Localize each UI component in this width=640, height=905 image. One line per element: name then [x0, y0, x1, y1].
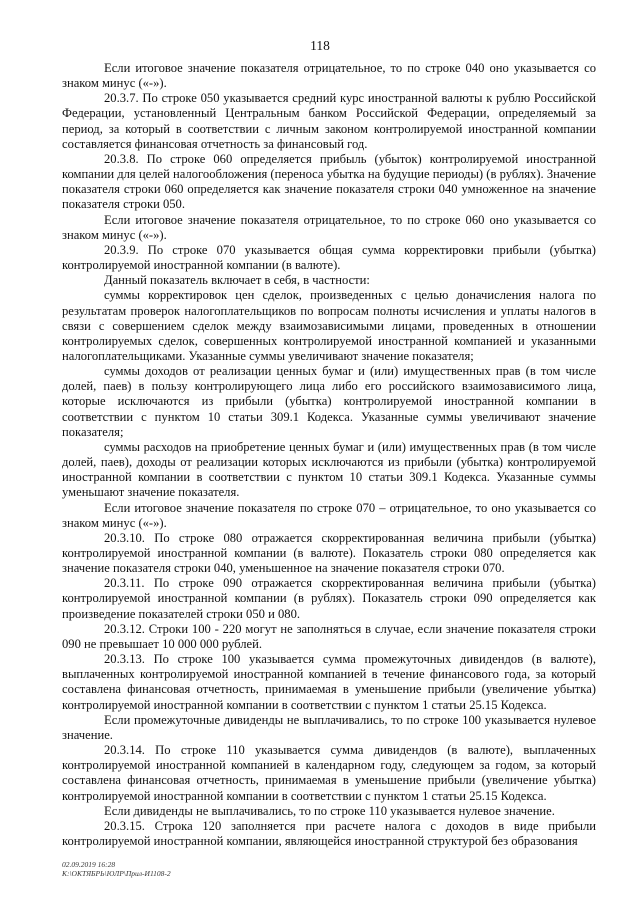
- paragraph: Данный показатель включает в себя, в частности:: [104, 273, 370, 288]
- paragraph: Если итоговое значение показателя отрицательное, то по строке 040 оно указывается со знаком минус («-»).: [62, 61, 596, 91]
- paragraph: 20.3.14. По строке 110 указывается сумма дивидендов (в валюте), выплаченных контролируемой иностранной компанией в календарном году, следующем за годом, за который составлена финансовая отчетность, принимаемая в уменьшение прибыли (увеличение убытка) контролируемой иностранной компании в соответствии с пунктом 1 статьи 25.15 Кодекса.: [62, 743, 596, 803]
- paragraph: 20.3.10. По строке 080 отражается скорректированная величина прибыли (убытка) контролируемой иностранной компании (в валюте). Показатель строки 080 определяется как значение показателя строки 040, уменьшенное на значение показателя строки 070.: [62, 530, 596, 576]
- footer-doc-ref: К:\ОКТЯБРЬ\ЮЛР\Прил-И1108-2: [62, 869, 171, 878]
- body-text: [62, 61, 596, 849]
- paragraph: 20.3.12. Строки 100 - 220 могут не заполняться в случае, если значение показателя строки 090 не превышает 10 000 000 рублей.: [62, 621, 596, 651]
- paragraph: 20.3.11. По строке 090 отражается скорректированная величина прибыли (убытка) контролируемой иностранной компании (в рублях). Показатель строки 090 определяется как произведение показателей строки 050 и 080.: [62, 576, 596, 621]
- paragraph: 20.3.15. Строка 120 заполняется при расчете налога с доходов в виде прибыли контролируемой иностранной компании, являющейся иностранной структурой без образования: [62, 818, 596, 848]
- footer-timestamp: 02.09.2019 16:28: [62, 860, 116, 869]
- footer-stamp: [62, 860, 171, 878]
- paragraph: Если дивиденды не выплачивались, то по строке 110 указывается нулевое значение.: [104, 803, 555, 818]
- paragraph: 20.3.9. По строке 070 указывается общая сумма корректировки прибыли (убытка) контролируемой иностранной компании (в валюте).: [62, 242, 596, 273]
- paragraph: суммы доходов от реализации ценных бумаг и (или) имущественных прав (в том числе долей, паев) в пользу контролирующего лица либо его российского взаимозависимого лица, которые исключаются из прибыли (убытка) контролируемой иностранной компании в соответствии с пунктом 10 статьи 309.1 Кодекса. Указанные суммы увеличивают значение показателя;: [62, 364, 596, 439]
- paragraph: Если промежуточные дивиденды не выплачивались, то по строке 100 указывается нулевое значение.: [62, 712, 596, 742]
- paragraph: 20.3.7. По строке 050 указывается средний курс иностранной валюты к рублю Российской Федерации, установленный Центральным банком Российской Федерации, определяемый за период, за который в соответствии с личным законом контролируемой иностранной компании составляется финансовая отчетность за финансовый год.: [62, 91, 596, 151]
- paragraph: 20.3.8. По строке 060 определяется прибыль (убыток) контролируемой иностранной компании для целей налогообложения (переноса убытка на будущие периоды) (в рублях). Значение показателя строки 060 определяется как значение показателя строки 040 умноженное на значение показателя строки 050.: [62, 151, 596, 212]
- paragraph: Если итоговое значение показателя отрицательное, то по строке 060 оно указывается со знаком минус («-»).: [62, 212, 596, 242]
- paragraph: суммы расходов на приобретение ценных бумаг и (или) имущественных прав (в том числе долей, паев), доходы от реализации которых исключаются из прибыли (убытка) контролируемой иностранной компании в соответствии с пунктом 10 статьи 309.1 Кодекса. Указанные суммы уменьшают значение показателя.: [62, 439, 596, 500]
- paragraph: Если итоговое значение показателя по строке 070 – отрицательное, то оно указывается со знаком минус («-»).: [62, 500, 596, 530]
- page-number: 118: [310, 38, 330, 53]
- paragraph: суммы корректировок цен сделок, произведенных с целью доначисления налога по результатам проверок налогоплательщиков по вопросам полноты исчисления и уплаты налогов в связи с совершением сделок между взаимозависимыми лицами, проведенных в отношении контролируемых сделок, совершенных контролируемой иностранной компанией и указанными налогоплательщиками. Указанные суммы увеличивают значение показателя;: [62, 288, 596, 363]
- paragraph: 20.3.13. По строке 100 указывается сумма промежуточных дивидендов (в валюте), выплаченных контролируемой иностранной компанией в течение финансового года, за который составлена финансовая отчетность, принимаемая в уменьшение прибыли (увеличение убытка) контролируемой иностранной компании в соответствии с пунктом 1 статьи 25.15 Кодекса.: [62, 652, 596, 712]
